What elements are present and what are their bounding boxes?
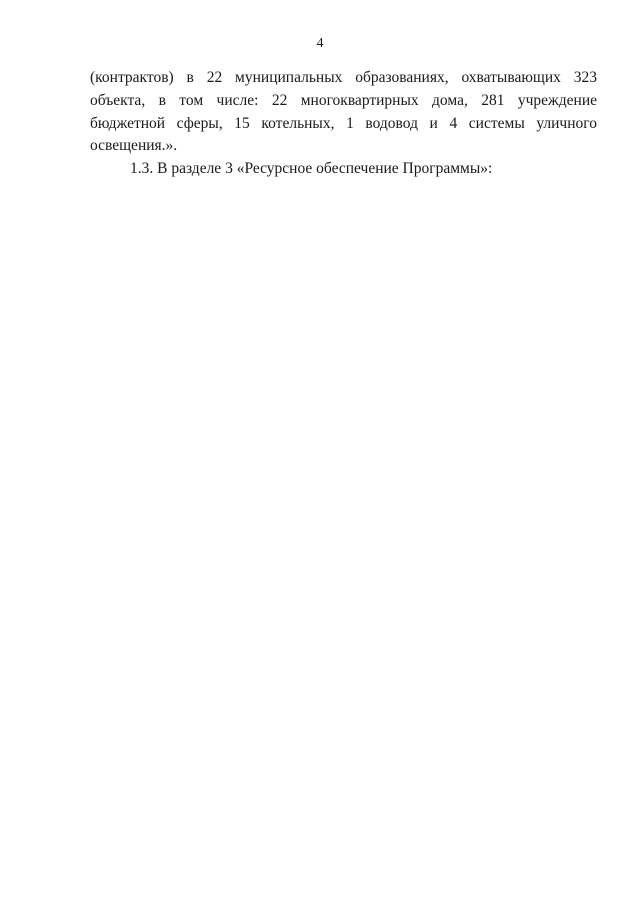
paragraph: 1.3. В разделе 3 «Ресурсное обеспечение Программы»:	[130, 160, 493, 178]
document-body	[90, 67, 597, 181]
page-number: 4	[316, 36, 324, 51]
paragraph-continuation: (контрактов) в 22 муниципальных образованиях, охватывающих 323 объекта, в том числе: 22 многоквартирных дома, 281 учреждение бюджетной сферы, 15 котельных, 1 водовод и 4 системы уличного освещения.».	[90, 69, 597, 155]
